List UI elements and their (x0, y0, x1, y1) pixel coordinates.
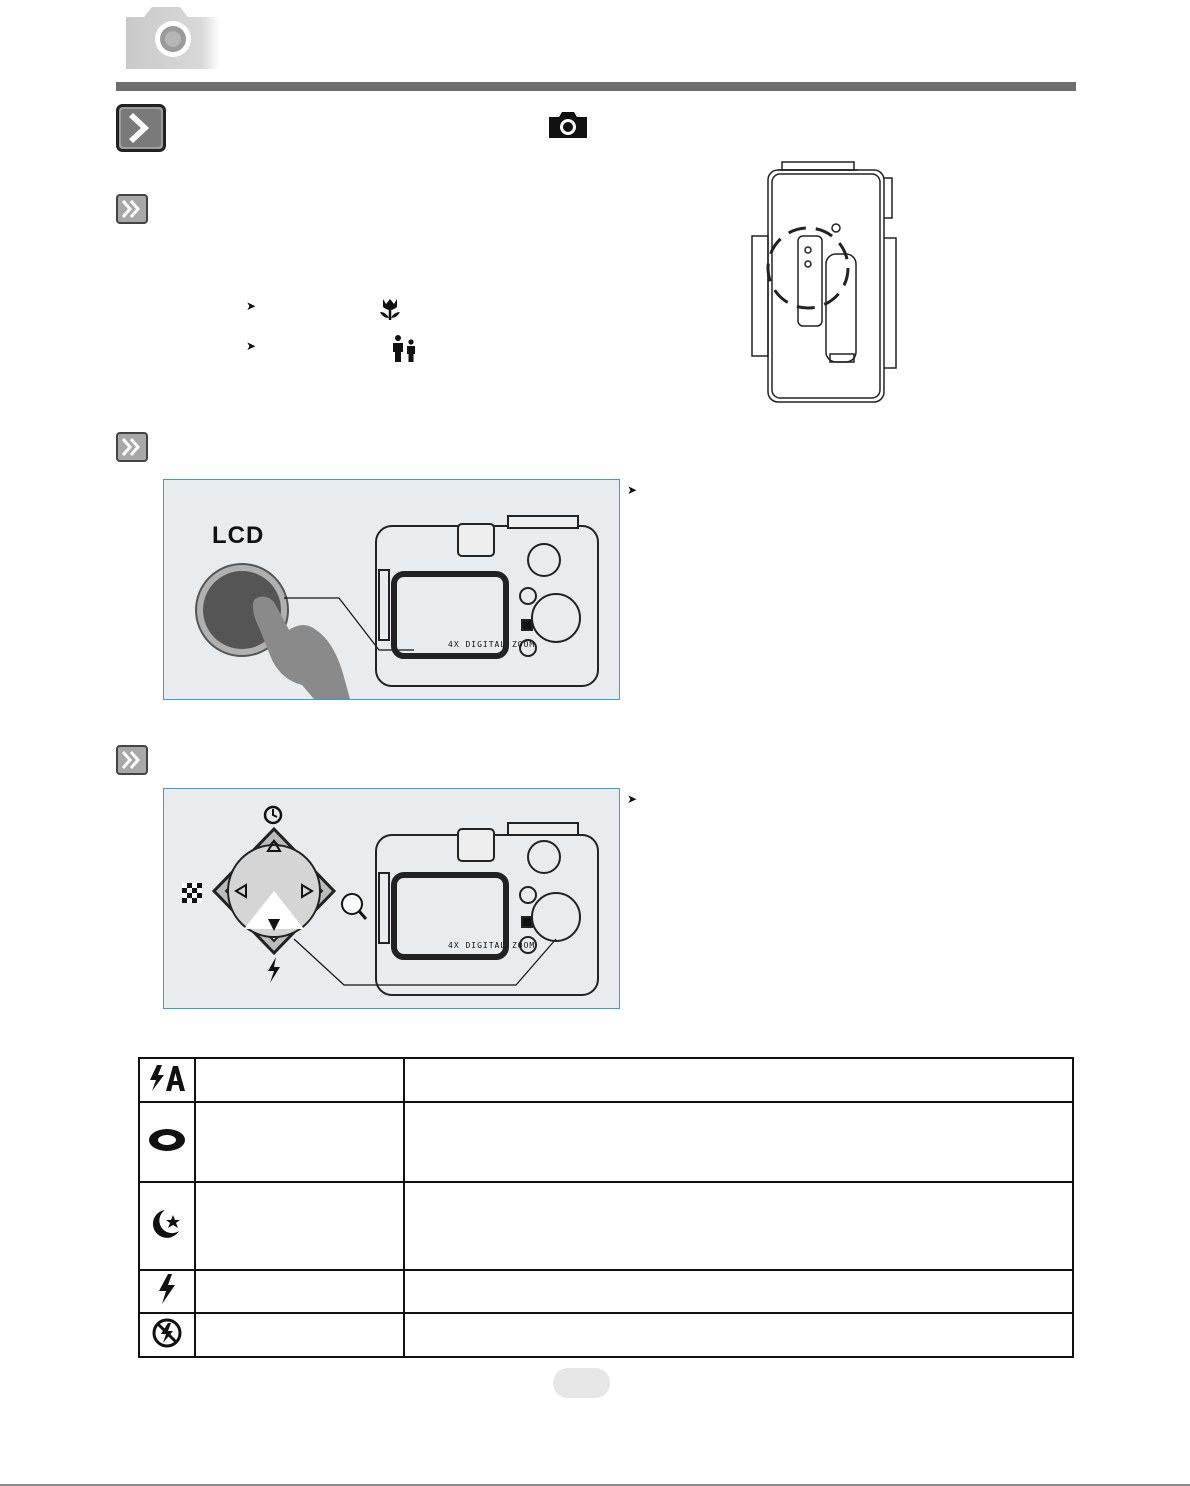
bullet-arrow: ➤ (627, 792, 638, 806)
table-row (139, 1182, 1073, 1270)
camera-zoom-label: 4X DIGITAL ZOOM (448, 640, 536, 649)
flash-mode-name (195, 1058, 404, 1102)
flash-mode-name (195, 1102, 404, 1182)
bullet-arrow: ➤ (246, 339, 257, 353)
lcd-button-label: LCD (212, 522, 265, 549)
section-badge-focus (116, 194, 148, 224)
dpad-diagram (214, 829, 334, 953)
flash-modes-table (138, 1057, 1074, 1358)
flash-icon (268, 957, 280, 983)
flash-on-icon (139, 1270, 195, 1313)
flash-mode-description (404, 1313, 1073, 1357)
flash-mode-name (195, 1313, 404, 1357)
flash-auto-icon (139, 1058, 195, 1102)
table-row (139, 1313, 1073, 1357)
table-row (139, 1102, 1073, 1182)
camera-icon (547, 110, 589, 140)
section-badge-flash (116, 745, 148, 775)
flash-mode-description (404, 1102, 1073, 1182)
bullet-arrow: ➤ (246, 299, 257, 313)
camera-tab-icon (126, 3, 220, 69)
flash-button-illustration (163, 788, 620, 1009)
bullet-arrow: ➤ (627, 483, 638, 497)
table-row (139, 1058, 1073, 1102)
lcd-button-illustration (163, 479, 620, 700)
flash-mode-description (404, 1058, 1073, 1102)
flash-off-icon (139, 1313, 195, 1357)
header-rule (116, 82, 1076, 91)
red-eye-icon (139, 1102, 195, 1182)
portrait-people-icon (390, 334, 418, 364)
macro-flower-icon (377, 296, 403, 322)
macro-grid-icon (182, 883, 202, 903)
section-badge-lcd (116, 432, 148, 462)
table-row (139, 1270, 1073, 1313)
zoom-magnifier-icon (342, 894, 366, 919)
page-number-badge (553, 1368, 610, 1398)
flash-mode-description (404, 1270, 1073, 1313)
flash-mode-name (195, 1270, 404, 1313)
camera-side-view-illustration (748, 158, 908, 404)
flash-mode-description (404, 1182, 1073, 1270)
self-timer-icon (265, 807, 281, 823)
chevron-right-badge-icon (116, 104, 166, 152)
camera-zoom-label: 4X DIGITAL ZOOM (448, 941, 536, 950)
night-scene-icon (139, 1182, 195, 1270)
flash-mode-name (195, 1182, 404, 1270)
